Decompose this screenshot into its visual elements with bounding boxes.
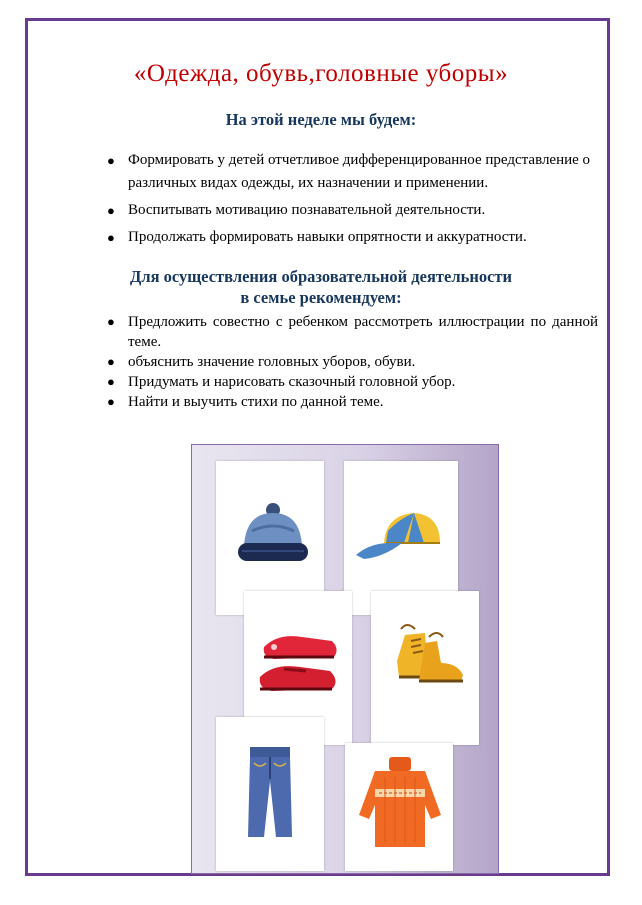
bullet-icon: ● [107, 153, 115, 168]
clothing-illustrations-panel [191, 444, 499, 874]
list-item: ● Предложить совестно с ребенком рассмотреть иллюстрации по данной теме. [107, 314, 598, 350]
list-item: ● объяснить значение головных уборов, обуви. [107, 354, 416, 370]
recommendations-list [107, 312, 598, 412]
yellow-boots-icon [371, 591, 479, 745]
orange-sweater-card [345, 743, 453, 871]
list-item: ● Формировать у детей отчетливое дифференцированное представление о различных видах одежды, их назначении и применении. [128, 149, 598, 195]
family-recommendations-heading: Для осуществления образовательной деятельности в семье рекомендуем: [129, 267, 513, 307]
bullet-icon: ● [107, 374, 115, 389]
list-item: ● Продолжать формировать навыки опрятности и аккуратности. [128, 226, 598, 249]
yellow-boots-card [371, 591, 479, 745]
week-plan-heading: На этой неделе мы будем: [225, 110, 417, 129]
jeans-card [216, 717, 324, 871]
bullet-icon: ● [107, 354, 115, 369]
orange-sweater-icon [345, 743, 453, 871]
list-item: ● Воспитывать мотивацию познавательной деятельности. [128, 199, 598, 222]
bullet-icon: ● [107, 314, 115, 329]
goals-list [107, 149, 598, 253]
bullet-icon: ● [107, 203, 115, 218]
bullet-icon: ● [107, 230, 115, 245]
page-title: «Одежда, обувь,головные уборы» [133, 60, 509, 87]
bullet-icon: ● [107, 394, 115, 409]
list-item: ● Придумать и нарисовать сказочный головной убор. [107, 374, 456, 390]
list-item: ● Найти и выучить стихи по данной теме. [107, 394, 384, 410]
jeans-icon [216, 717, 324, 871]
